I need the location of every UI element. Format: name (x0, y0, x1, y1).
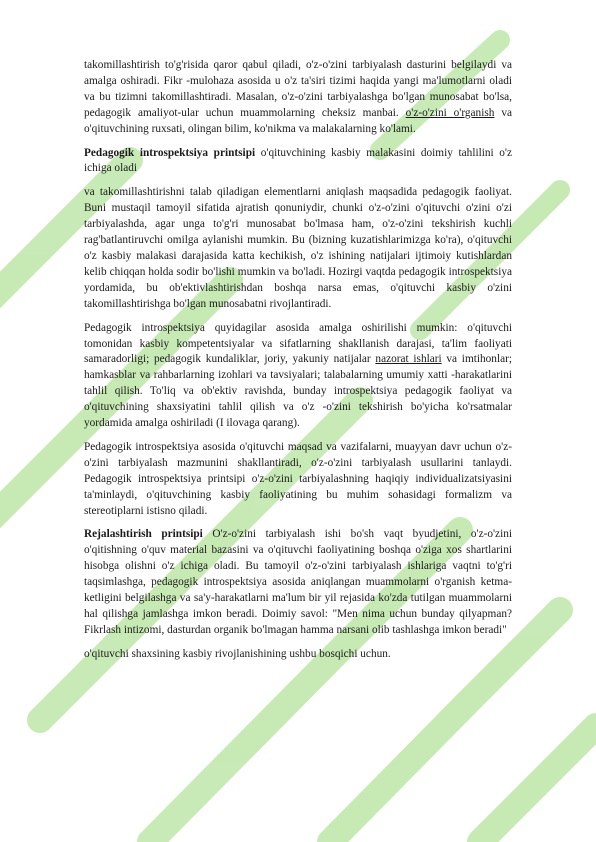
paragraph-6 (84, 527, 512, 638)
paragraph-text: o'qituvchi shaxsining kasbiy rivojlanishining ushbu bosqichi uchun. (84, 647, 391, 660)
principle-heading: Pedagogik introspektsiya printsipi (84, 146, 256, 159)
paragraph-text: O'z-o'zini tarbiyalash ishi bo'sh vaqt byudjetini, o'z-o'zini o'qitishning o'quv material bazasini va o'qituvchi faoliyatining boshqa o'ziga xos shartlarini hisobga olishni o'z ichiga oladi. Bu tamoyil o'z-o'zini tarbiyalash ishlariga vaqtni to'g'ri taqsimlashga, pedagogik introspektsiya asosida aniqlangan muammolarni o'rganish ketma-ketligini belgilashga va sa'y-harakatlarni ma'lum bir yil rejasida ko'zda tutilgan muammolarni hal qilishga jamlashga imkon beradi. Doimiy savol: "Men nima uchun bunday qilyapman? Fikrlash intizomi, dasturdan organik bo'lmagan hamma narsani olib tashlashga imkon beradi" (84, 528, 512, 636)
paragraph-text: Pedagogik introspektsiya quyidagilar asosida amalga oshirilishi mumkin: o'qituvchi tomonidan kasbiy kompetentsiyalar va sifatlarning shakllanish darajasi, ta'lim faoliyati samaradorligi; pedagogik kundaliklar, joriy, yakuniy natijalar (84, 321, 512, 366)
paragraph-4 (84, 321, 512, 432)
paragraph-1 (84, 58, 512, 138)
paragraph-text: o'qituvchining kasbiy malakasini doimiy tahlilini o'z ichiga oladi (84, 146, 512, 175)
paragraph-text: va takomillashtirishni talab qiladigan elementlarni aniqlash maqsadida pedagogik faoliyat. Buni mustaqil tamoyil sifatida ajratish qonuniydir, chunki o'z-o'zini o'qituvchi o'zini o'zi tarbiyalashda, agar unga to'g'ri munosabat bo'lmasa ham, o'z-o'zini tekshirish kuchli rag'batlantiruvchi omilga aylanishi mumkin. Bu (bizning kuzatishlarimizga ko'ra), o'qituvchi o'z kasbiy malakasi darajasida katta kechikish, o'z ishining natijalari ijtimoiy kutishlardan kelib chiqqan holda sodir bo'lishi mumkin va bo'ladi. Hozirgi vaqtda pedagogik introspektsiya yordamida, bu ob'ektivlashtirishdan boshqa narsa emas, o'qituvchi kasbiy o'zini takomillashtirishga bo'lgan munosabatni rivojlantiradi. (84, 186, 512, 310)
document-page (84, 58, 512, 663)
paragraph-text: Pedagogik introspektsiya asosida o'qituvchi maqsad va vazifalarni, muayyan davr uchun o'z-o'zini tarbiyalash mazmunini shakllantiradi, o'z-o'zini tarbiyalash usullarini tanlaydi. Pedagogik introspektsiya printsipi o'z-o'zini tarbiyalashning haqiqiy individualizatsiyasini ta'minlaydi, o'qituvchining kasbiy faoliyatining bu muhim sohasidagi formalizm va stereotiplarni istisno qiladi. (84, 440, 512, 517)
paragraph-5 (84, 440, 512, 520)
paragraph-text: takomillashtirish to'g'risida qaror qabul qiladi, o'z-o'zini tarbiyalash dasturini belgilaydi va amalga oshiradi. Fikr -mulohaza asosida u o'z ta'siri tizimi haqida yangi ma'lumotlarni oladi va bu tizimni takomillashtiradi. Masalan, o'z-o'zini tarbiyalashga bo'lgan munosabat bo'lsa, pedagogik amaliyot-ular uchun muammolarning cheksiz manbai. (84, 59, 512, 119)
paragraph-2 (84, 146, 512, 178)
principle-heading: Rejalashtirish printsipi (84, 528, 203, 541)
link-nazorat-ishlari[interactable]: nazorat ishlari (375, 353, 442, 366)
paragraph-7 (84, 647, 512, 663)
link-oz-ozini-organish[interactable]: o'z-o'zini o'rganish (405, 106, 495, 119)
paragraph-text: va o'qituvchining ruxsati, olingan bilim, ko'nikma va malakalarning ko'lami. (84, 106, 512, 135)
paragraph-text: va imtihonlar; hamkasblar va rahbarlarning izohlari va tavsiyalari; talabalarning umumiy xatti -harakatlarini tahlil qilish. To'liq va ob'ektiv ravishda, bunday introspektsiya pedagogik faoliyat va o'qituvchining shaxsiyatini tahlil qilish va o'z -o'zini tekshirish bo'yicha ko'rsatmalar yordamida amalga oshiriladi (I ilovaga qarang). (84, 353, 513, 430)
watermark-stroke (480, 726, 596, 842)
paragraph-3 (84, 185, 512, 312)
